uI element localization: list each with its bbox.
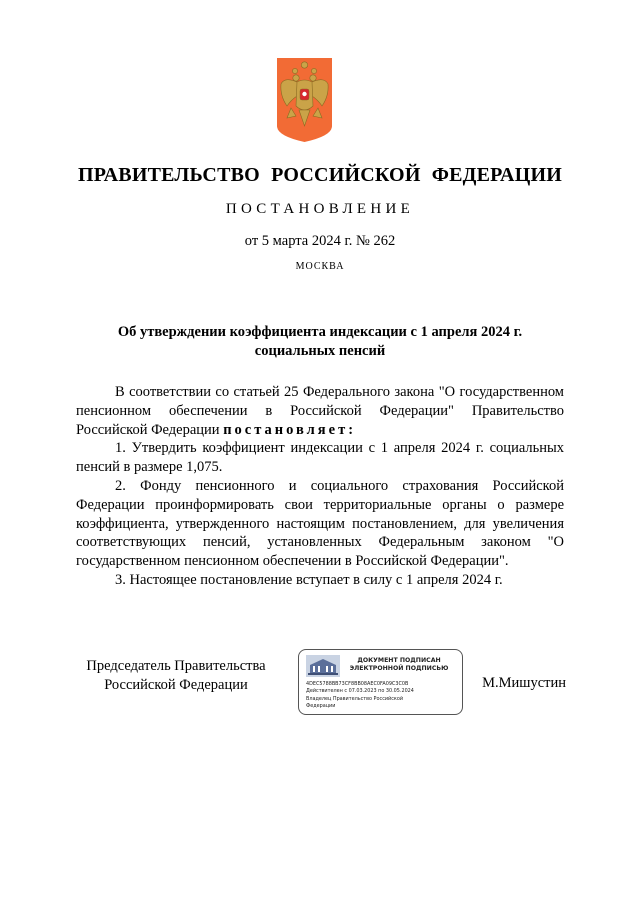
position-line-1: Председатель Правительства — [86, 658, 266, 674]
decree-item-1: 1. Утвердить коэффициент индексации с 1 апреля 2024 г. социальных пенсий в размере 1,075. — [76, 440, 564, 476]
position-line-2: Российской Федерации — [104, 676, 248, 693]
stamp-owner-line-2: Федерации — [306, 703, 336, 710]
stamp-certificate: 4DEC5788BB73CF8BB08AEC0FA09C3C0B — [306, 681, 409, 687]
decree-date-number: от 5 марта 2024 г. № 262 — [244, 233, 396, 249]
subject-line-2: социальных пенсий — [254, 343, 386, 359]
stamp-title-line-1: ДОКУМЕНТ ПОДПИСАН — [357, 657, 441, 664]
electronic-signature-stamp — [298, 649, 463, 715]
decrees-word: постановляет: — [223, 421, 357, 438]
subject-line-1: Об утверждении коэффициента индексации с 1 апреля 2024 г. — [117, 324, 523, 340]
stamp-details — [306, 681, 460, 711]
document-type: ПОСТАНОВЛЕНИЕ — [225, 201, 415, 217]
government-title: ПРАВИТЕЛЬСТВО РОССИЙСКОЙ ФЕДЕРАЦИИ — [78, 164, 562, 186]
intro-paragraph — [76, 383, 564, 439]
stamp-title — [339, 657, 459, 673]
intro-text: В соответствии со статьей 25 Федерального закона "О государственном пенсионном обеспечении в Российской Федерации" Правительство Российской Федерации — [76, 384, 564, 438]
decree-item-2: 2. Фонду пенсионного и социального страхования Российской Федерации проинформировать свои территориальные органы о размере коэффициента, утвержденного настоящим постановлением, для увеличения соответствующих пенсий, установленных Федеральным законом "О государственном пенсионном обеспечении в Российской Федерации". — [76, 477, 564, 570]
decree-item-3: 3. Настоящее постановление вступает в силу с 1 апреля 2024 г. — [115, 571, 503, 588]
stamp-owner-line-1: Владелец Правительство Российской — [306, 695, 404, 702]
decree-body — [76, 383, 564, 590]
signatory-position — [76, 657, 276, 695]
issuing-city: МОСКВА — [295, 261, 345, 272]
decree-subject — [76, 323, 564, 361]
stamp-validity: Действителен с 07.03.2023 по 30.05.2024 — [306, 688, 414, 695]
coat-of-arms-emblem — [275, 56, 334, 143]
signatory-name: М.Мишустин — [482, 675, 566, 691]
government-building-icon — [306, 655, 340, 677]
stamp-title-line-2: ЭЛЕКТРОННОЙ ПОДПИСЬЮ — [349, 665, 449, 672]
